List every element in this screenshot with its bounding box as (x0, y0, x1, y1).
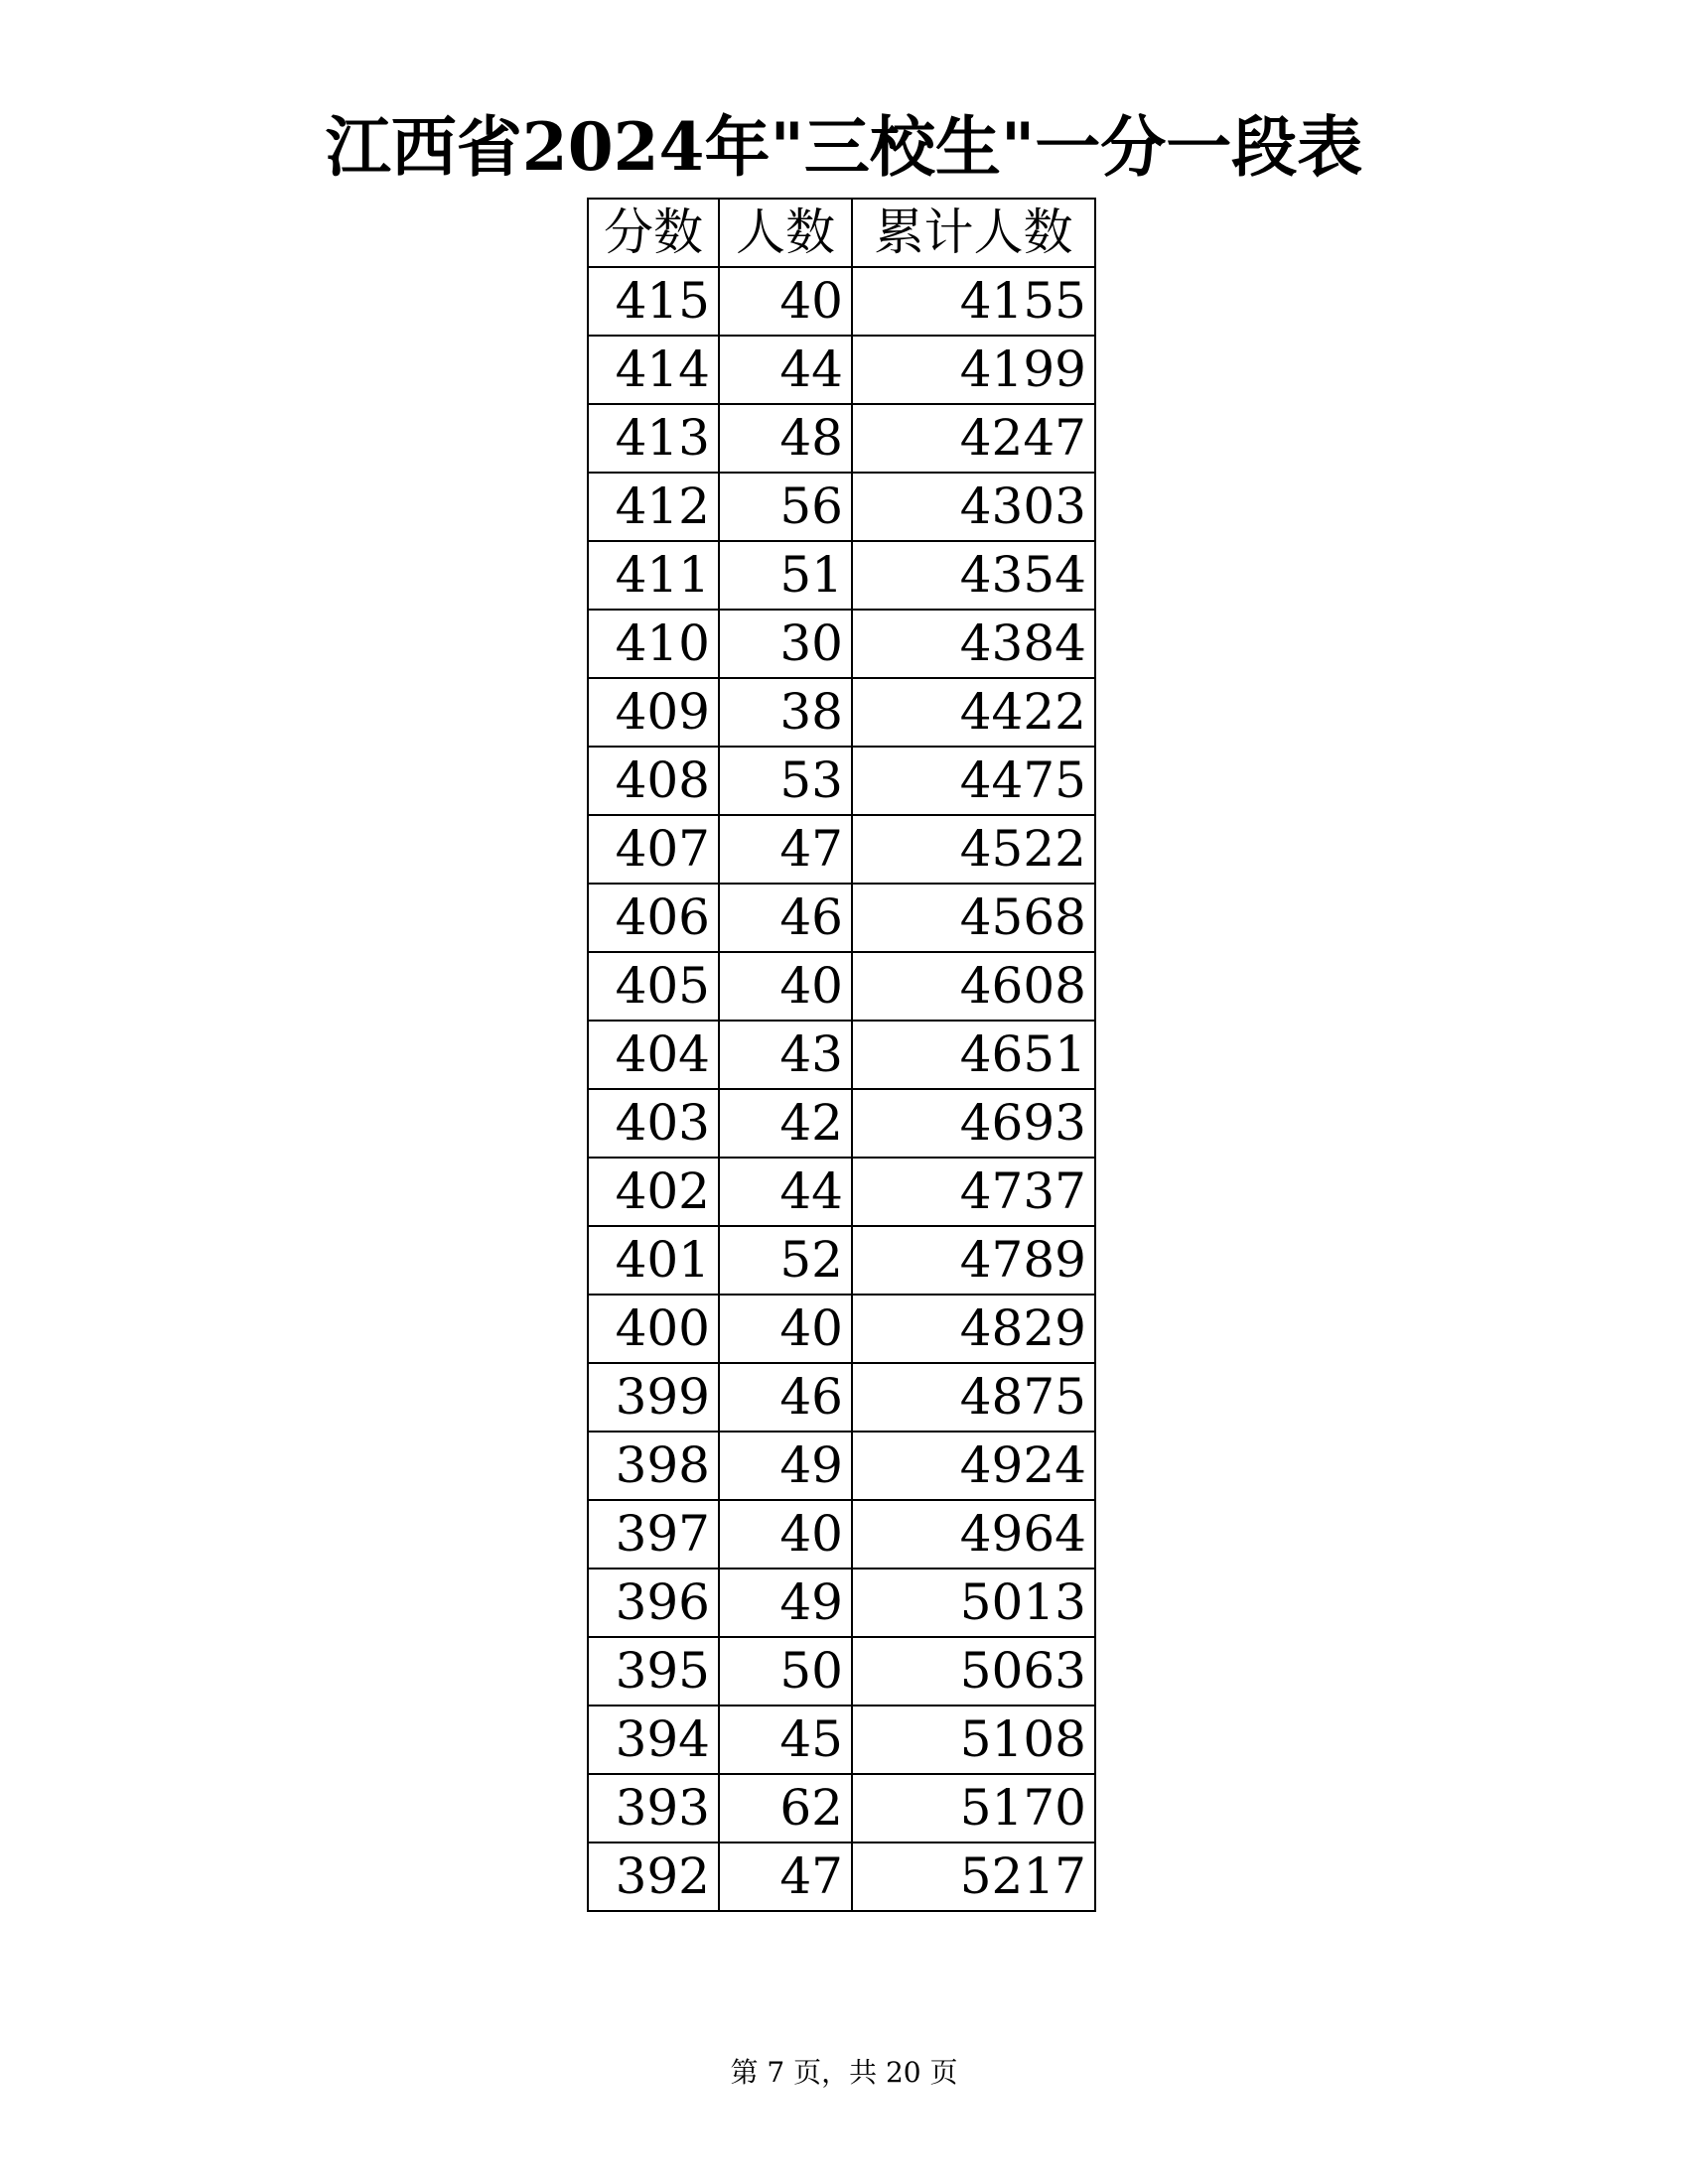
score-cell: 393 (588, 1774, 719, 1843)
count-cell: 40 (719, 952, 852, 1021)
cumulative-cell: 4737 (852, 1158, 1095, 1226)
score-cell: 405 (588, 952, 719, 1021)
count-cell: 52 (719, 1226, 852, 1295)
count-cell: 40 (719, 1500, 852, 1569)
table-row (588, 1774, 1095, 1843)
cumulative-cell: 4354 (852, 541, 1095, 610)
cumulative-cell: 5217 (852, 1843, 1095, 1911)
cumulative-cell: 4247 (852, 404, 1095, 473)
score-cell: 401 (588, 1226, 719, 1295)
table-header-row (588, 199, 1095, 267)
count-cell: 45 (719, 1706, 852, 1774)
table-row (588, 1363, 1095, 1432)
table-row (588, 952, 1095, 1021)
cumulative-cell: 4155 (852, 267, 1095, 336)
table-row (588, 404, 1095, 473)
cumulative-cell: 4303 (852, 473, 1095, 541)
cumulative-cell: 5170 (852, 1774, 1095, 1843)
cumulative-cell: 4568 (852, 884, 1095, 952)
score-cell: 399 (588, 1363, 719, 1432)
score-cell: 410 (588, 610, 719, 678)
table-row (588, 1432, 1095, 1500)
score-cell: 404 (588, 1021, 719, 1089)
score-cell: 397 (588, 1500, 719, 1569)
count-cell: 53 (719, 747, 852, 815)
table-row (588, 473, 1095, 541)
score-cell: 411 (588, 541, 719, 610)
table-row (588, 1706, 1095, 1774)
cumulative-cell: 5063 (852, 1637, 1095, 1706)
table-row (588, 1500, 1095, 1569)
table-row (588, 1089, 1095, 1158)
count-cell: 50 (719, 1637, 852, 1706)
table-row (588, 1843, 1095, 1911)
count-cell: 46 (719, 884, 852, 952)
table-row (588, 747, 1095, 815)
score-cell: 415 (588, 267, 719, 336)
score-cell: 408 (588, 747, 719, 815)
table-body (588, 267, 1095, 1911)
table-row (588, 267, 1095, 336)
score-cell: 409 (588, 678, 719, 747)
header-count: 人数 (719, 199, 852, 267)
table-row (588, 678, 1095, 747)
table-row (588, 1637, 1095, 1706)
cumulative-cell: 4608 (852, 952, 1095, 1021)
cumulative-cell: 4964 (852, 1500, 1095, 1569)
count-cell: 46 (719, 1363, 852, 1432)
cumulative-cell: 4924 (852, 1432, 1095, 1500)
header-score: 分数 (588, 199, 719, 267)
count-cell: 47 (719, 1843, 852, 1911)
cumulative-cell: 4829 (852, 1295, 1095, 1363)
count-cell: 40 (719, 267, 852, 336)
cumulative-cell: 4199 (852, 336, 1095, 404)
score-cell: 394 (588, 1706, 719, 1774)
score-distribution-table (587, 198, 1096, 1912)
score-cell: 407 (588, 815, 719, 884)
cumulative-cell: 4384 (852, 610, 1095, 678)
cumulative-cell: 4875 (852, 1363, 1095, 1432)
page-footer: 第 7 页，共 20 页 (730, 2056, 958, 2089)
cumulative-cell: 5108 (852, 1706, 1095, 1774)
cumulative-cell: 5013 (852, 1569, 1095, 1637)
cumulative-cell: 4789 (852, 1226, 1095, 1295)
cumulative-cell: 4422 (852, 678, 1095, 747)
count-cell: 38 (719, 678, 852, 747)
cumulative-cell: 4522 (852, 815, 1095, 884)
table-row (588, 1295, 1095, 1363)
cumulative-cell: 4693 (852, 1089, 1095, 1158)
table-row (588, 336, 1095, 404)
cumulative-cell: 4651 (852, 1021, 1095, 1089)
score-cell: 400 (588, 1295, 719, 1363)
count-cell: 62 (719, 1774, 852, 1843)
count-cell: 40 (719, 1295, 852, 1363)
score-cell: 396 (588, 1569, 719, 1637)
score-cell: 406 (588, 884, 719, 952)
count-cell: 49 (719, 1432, 852, 1500)
count-cell: 42 (719, 1089, 852, 1158)
count-cell: 48 (719, 404, 852, 473)
count-cell: 56 (719, 473, 852, 541)
score-cell: 402 (588, 1158, 719, 1226)
header-cumulative: 累计人数 (852, 199, 1095, 267)
score-cell: 413 (588, 404, 719, 473)
score-cell: 414 (588, 336, 719, 404)
page-title: 江西省2024年"三校生"一分一段表 (325, 108, 1363, 186)
score-cell: 412 (588, 473, 719, 541)
count-cell: 30 (719, 610, 852, 678)
count-cell: 47 (719, 815, 852, 884)
table-row (588, 1569, 1095, 1637)
score-cell: 403 (588, 1089, 719, 1158)
table-row (588, 541, 1095, 610)
cumulative-cell: 4475 (852, 747, 1095, 815)
table-row (588, 1158, 1095, 1226)
count-cell: 43 (719, 1021, 852, 1089)
table-row (588, 610, 1095, 678)
count-cell: 44 (719, 1158, 852, 1226)
count-cell: 44 (719, 336, 852, 404)
table-row (588, 815, 1095, 884)
count-cell: 51 (719, 541, 852, 610)
count-cell: 49 (719, 1569, 852, 1637)
score-cell: 398 (588, 1432, 719, 1500)
score-cell: 395 (588, 1637, 719, 1706)
table-row (588, 884, 1095, 952)
score-cell: 392 (588, 1843, 719, 1911)
table-row (588, 1021, 1095, 1089)
table-row (588, 1226, 1095, 1295)
